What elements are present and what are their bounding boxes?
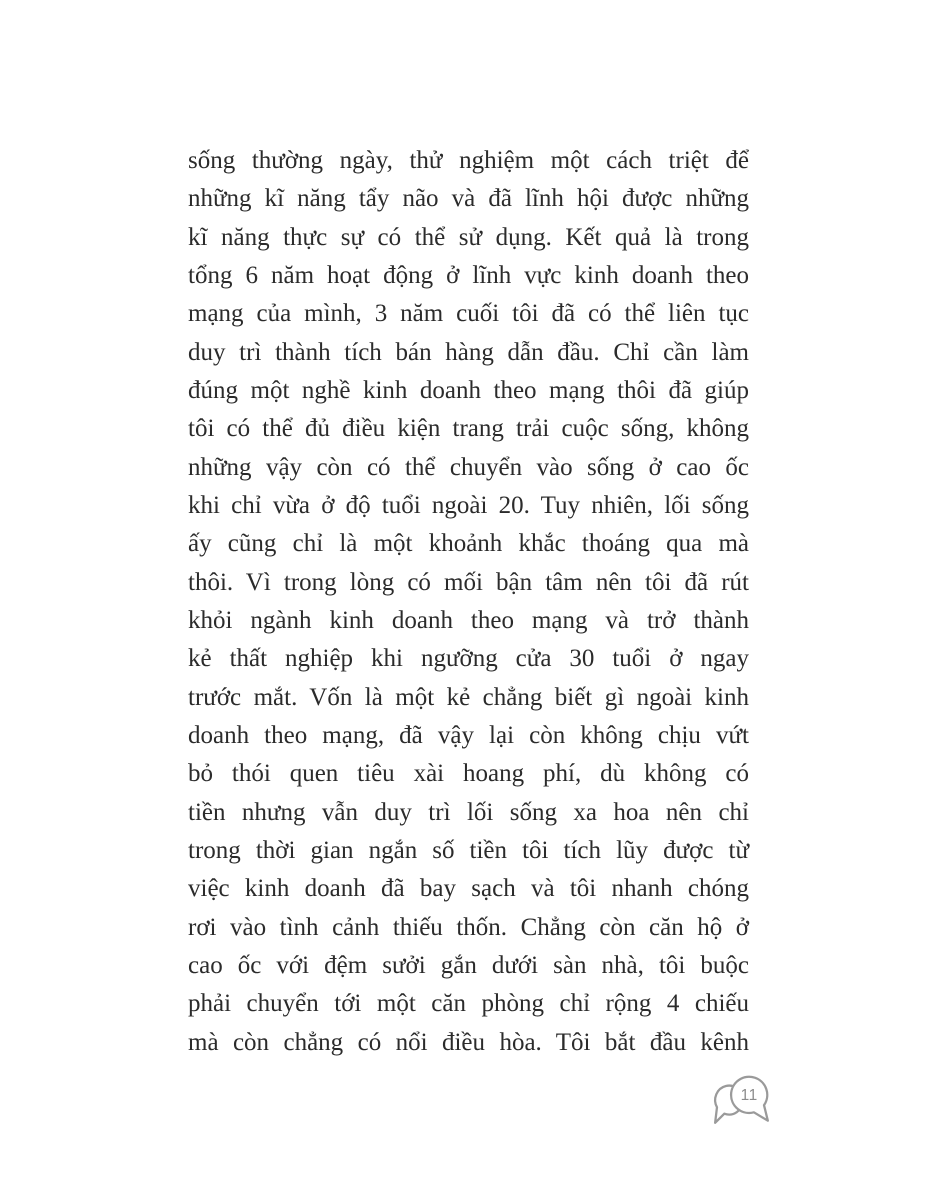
body-line: những kĩ năng tẩy não và đã lĩnh hội được những (188, 185, 749, 213)
body-line: khi chỉ vừa ở độ tuổi ngoài 20. Tuy nhiên, lối sống (188, 491, 749, 519)
body-line: khỏi ngành kinh doanh theo mạng và trở thành (188, 606, 749, 634)
body-line: những vậy còn có thể chuyển vào sống ở cao ốc (188, 453, 749, 481)
body-line: phải chuyển tới một căn phòng chỉ rộng 4 chiếu (188, 990, 749, 1018)
body-line: kẻ thất nghiệp khi ngưỡng cửa 30 tuổi ở ngay (188, 645, 749, 673)
body-line: mạng của mình, 3 năm cuối tôi đã có thể liên tục (188, 300, 749, 328)
body-line: trong thời gian ngắn số tiền tôi tích lũy được từ (188, 836, 749, 864)
body-line: trước mắt. Vốn là một kẻ chẳng biết gì ngoài kinh (188, 683, 749, 711)
body-line: đúng một nghề kinh doanh theo mạng thôi đã giúp (188, 376, 749, 404)
body-line: kĩ năng thực sự có thể sử dụng. Kết quả là trong (188, 223, 749, 251)
page-number: 11 (740, 1087, 758, 1105)
body-line: rơi vào tình cảnh thiếu thốn. Chẳng còn căn hộ ở (188, 913, 749, 941)
body-line: tiền nhưng vẫn duy trì lối sống xa hoa nên chỉ (188, 798, 749, 826)
body-line: việc kinh doanh đã bay sạch và tôi nhanh chóng (188, 875, 749, 903)
body-line: thôi. Vì trong lòng có mối bận tâm nên tôi đã rút (188, 568, 749, 596)
body-line: bỏ thói quen tiêu xài hoang phí, dù không có (188, 760, 749, 788)
body-line: tổng 6 năm hoạt động ở lĩnh vực kinh doanh theo (188, 261, 749, 289)
body-line: mà còn chẳng có nổi điều hòa. Tôi bắt đầu kênh (188, 1028, 749, 1056)
body-line: doanh theo mạng, đã vậy lại còn không chịu vứt (188, 721, 749, 749)
body-line: ấy cũng chỉ là một khoảnh khắc thoáng qua mà (188, 530, 749, 558)
body-line: sống thường ngày, thử nghiệm một cách triệt để (188, 147, 749, 174)
body-line: duy trì thành tích bán hàng dẫn đầu. Chỉ cần làm (188, 338, 749, 366)
chat-bubbles-icon (711, 1072, 773, 1126)
body-line: cao ốc với đệm sưởi gắn dưới sàn nhà, tôi buộc (188, 951, 749, 979)
body-line: tôi có thể đủ điều kiện trang trải cuộc sống, không (188, 415, 749, 443)
body-text (188, 142, 749, 1062)
page-number-marker (711, 1072, 773, 1126)
